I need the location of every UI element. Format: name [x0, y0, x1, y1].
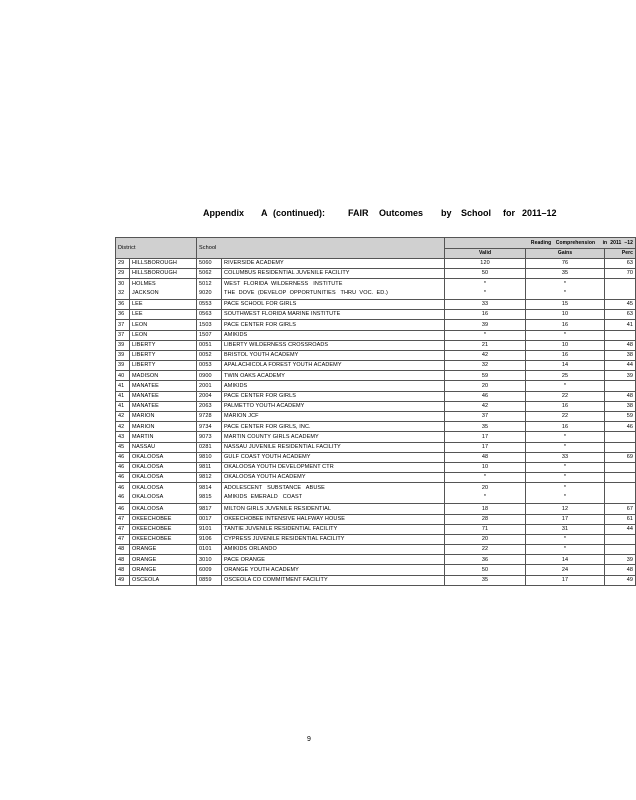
percent-cell: 39 — [605, 371, 636, 381]
school-number-cell: 0051 — [197, 340, 222, 350]
gains-cell: 10 — [526, 340, 605, 350]
district-name-cell: ORANGE — [130, 565, 197, 575]
district-number-cell: 40 — [116, 371, 130, 381]
table-row — [116, 565, 636, 575]
valid-cell: 48 — [445, 452, 526, 462]
school-name-cell: MARTIN COUNTY GIRLS ACADEMY — [222, 432, 445, 442]
district-name-cell: OKEECHOBEE — [130, 524, 197, 534]
district-name-cell: LEON — [130, 330, 197, 340]
gains-cell: 15 — [526, 299, 605, 309]
district-name-cell: MANATEE — [130, 391, 197, 401]
district-number-cell: 46 — [116, 462, 130, 472]
gains-cell: 35 — [526, 268, 605, 278]
table-row — [116, 340, 636, 350]
school-number-cell: 0563 — [197, 310, 222, 320]
school-number-cell: 9073 — [197, 432, 222, 442]
district-name-cell: MARION — [130, 412, 197, 422]
percent-cell: 44 — [605, 361, 636, 371]
valid-cell: 28 — [445, 514, 526, 524]
school-name-cell: MARION JCF — [222, 412, 445, 422]
valid-cell: 22 — [445, 545, 526, 555]
school-name-cell: OKALOOSA YOUTH ACADEMY — [222, 473, 445, 483]
table-row — [116, 258, 636, 268]
valid-cell: 42 — [445, 401, 526, 411]
district-number-cell: 30 32 — [116, 278, 130, 299]
district-name-cell: LEE — [130, 299, 197, 309]
school-number-cell: 9728 — [197, 412, 222, 422]
school-number-cell: 0900 — [197, 371, 222, 381]
district-number-cell: 36 — [116, 310, 130, 320]
title-word: 2011–12 — [522, 208, 557, 218]
school-name-cell: CYPRESS JUVENILE RESIDENTIAL FACILITY — [222, 534, 445, 544]
valid-cell: 20 — [445, 534, 526, 544]
table-row — [116, 268, 636, 278]
district-header: District — [116, 238, 197, 259]
district-number-cell: 42 — [116, 412, 130, 422]
title-word: Appendix — [203, 208, 245, 218]
school-header: School — [197, 238, 445, 259]
percent-cell: 61 — [605, 514, 636, 524]
title-word: Outcomes — [379, 208, 424, 218]
district-number-cell: 29 — [116, 258, 130, 268]
percent-cell — [605, 462, 636, 472]
gains-cell: 25 — [526, 371, 605, 381]
district-number-cell: 46 — [116, 452, 130, 462]
valid-cell: 71 — [445, 524, 526, 534]
gains-cell: * — [526, 330, 605, 340]
percent-cell: 49 — [605, 575, 636, 585]
table-row — [116, 371, 636, 381]
school-name-cell: TANTIE JUVENILE RESIDENTIAL FACILITY — [222, 524, 445, 534]
percent-cell — [605, 483, 636, 504]
gains-cell: 16 — [526, 401, 605, 411]
district-name-cell: MANATEE — [130, 381, 197, 391]
school-name-cell: LIBERTY WILDERNESS CROSSROADS — [222, 340, 445, 350]
district-number-cell: 47 — [116, 514, 130, 524]
school-name-cell: PACE ORANGE — [222, 555, 445, 565]
school-name-cell: BRISTOL YOUTH ACADEMY — [222, 350, 445, 360]
percent-cell: 63 — [605, 310, 636, 320]
valid-cell: 59 — [445, 371, 526, 381]
district-name-cell: LEON — [130, 320, 197, 330]
district-number-cell: 37 — [116, 330, 130, 340]
school-name-cell: RIVERSIDE ACADEMY — [222, 258, 445, 268]
district-number-cell: 39 — [116, 340, 130, 350]
percent-cell: 48 — [605, 340, 636, 350]
school-number-cell: 9811 — [197, 462, 222, 472]
school-name-cell: PACE CENTER FOR GIRLS, INC. — [222, 422, 445, 432]
school-name-cell: AMIKIDS ORLANDO — [222, 545, 445, 555]
header-row — [116, 238, 636, 249]
table-row — [116, 555, 636, 565]
gains-cell: * — [526, 432, 605, 442]
valid-cell: 16 — [445, 310, 526, 320]
percent-cell: 44 — [605, 524, 636, 534]
school-number-cell: 5060 — [197, 258, 222, 268]
gains-cell: 16 — [526, 350, 605, 360]
district-name-cell: LIBERTY — [130, 361, 197, 371]
table-row — [116, 350, 636, 360]
gains-cell: 17 — [526, 514, 605, 524]
percent-cell: 38 — [605, 350, 636, 360]
district-number-cell: 43 — [116, 432, 130, 442]
gains-cell: 24 — [526, 565, 605, 575]
valid-cell: 42 — [445, 350, 526, 360]
school-number-cell: 6009 — [197, 565, 222, 575]
table-row — [116, 524, 636, 534]
valid-cell: 17 — [445, 442, 526, 452]
table-row — [116, 391, 636, 401]
school-number-cell: 9810 — [197, 452, 222, 462]
district-name-cell: OKALOOSA — [130, 504, 197, 514]
valid-cell: 18 — [445, 504, 526, 514]
school-name-cell: PALMETTO YOUTH ACADEMY — [222, 401, 445, 411]
table-row — [116, 545, 636, 555]
table-body — [116, 258, 636, 585]
percent-cell: 63 — [605, 258, 636, 268]
school-name-cell: AMIKIDS — [222, 330, 445, 340]
valid-cell: 20 * — [445, 483, 526, 504]
gains-cell: 22 — [526, 412, 605, 422]
district-number-cell: 46 46 — [116, 483, 130, 504]
valid-cell: * * — [445, 278, 526, 299]
valid-cell: 36 — [445, 555, 526, 565]
school-number-cell: 2063 — [197, 401, 222, 411]
gains-header: Gains — [526, 249, 605, 259]
school-number-cell: 5012 9020 — [197, 278, 222, 299]
gains-cell: * * — [526, 278, 605, 299]
gains-cell: 76 — [526, 258, 605, 268]
school-number-cell: 2001 — [197, 381, 222, 391]
valid-cell: 37 — [445, 412, 526, 422]
district-number-cell: 48 — [116, 545, 130, 555]
school-name-cell: WEST FLORIDA WILDERNESS INSTITUTE THE DOVE (DEVELOP OPPORTUNITIES THRU VOC. ED.) — [222, 278, 445, 299]
table-row — [116, 320, 636, 330]
percent-cell — [605, 473, 636, 483]
school-number-cell: 0053 — [197, 361, 222, 371]
district-number-cell: 49 — [116, 575, 130, 585]
school-number-cell: 5062 — [197, 268, 222, 278]
title-word: A — [261, 208, 268, 218]
district-number-cell: 41 — [116, 381, 130, 391]
district-name-cell: LIBERTY — [130, 340, 197, 350]
school-name-cell: GULF COAST YOUTH ACADEMY — [222, 452, 445, 462]
outcomes-table-container — [115, 237, 634, 661]
district-number-cell: 36 — [116, 299, 130, 309]
percent-cell: 69 — [605, 452, 636, 462]
valid-cell: 21 — [445, 340, 526, 350]
gains-cell: 14 — [526, 361, 605, 371]
gains-cell: 22 — [526, 391, 605, 401]
percent-cell — [605, 278, 636, 299]
table-row — [116, 473, 636, 483]
table-row — [116, 432, 636, 442]
table-row — [116, 310, 636, 320]
district-name-cell: OKALOOSA — [130, 473, 197, 483]
school-number-cell: 9817 — [197, 504, 222, 514]
school-name-cell: TWIN OAKS ACADEMY — [222, 371, 445, 381]
gains-cell: 16 — [526, 320, 605, 330]
gains-cell: 14 — [526, 555, 605, 565]
percent-cell — [605, 432, 636, 442]
outcomes-table — [115, 237, 636, 586]
district-number-cell: 47 — [116, 524, 130, 534]
district-name-cell: HOLMES JACKSON — [130, 278, 197, 299]
district-name-cell: LEE — [130, 310, 197, 320]
percent-header: Perc — [605, 249, 636, 259]
district-name-cell: LIBERTY — [130, 350, 197, 360]
district-number-cell: 29 — [116, 268, 130, 278]
school-number-cell: 9106 — [197, 534, 222, 544]
school-name-cell: PACE CENTER FOR GIRLS — [222, 320, 445, 330]
valid-cell: 35 — [445, 575, 526, 585]
table-row — [116, 401, 636, 411]
percent-cell: 67 — [605, 504, 636, 514]
school-number-cell: 0101 — [197, 545, 222, 555]
gains-cell: 33 — [526, 452, 605, 462]
district-name-cell: OKALOOSA — [130, 462, 197, 472]
school-number-cell: 1507 — [197, 330, 222, 340]
school-name-cell: MILTON GIRLS JUVENILE RESIDENTIAL — [222, 504, 445, 514]
valid-cell: 39 — [445, 320, 526, 330]
title-word: (continued): — [273, 208, 325, 218]
valid-cell: 10 — [445, 462, 526, 472]
district-number-cell: 42 — [116, 422, 130, 432]
table-row — [116, 452, 636, 462]
school-name-cell: NASSAU JUVENILE RESIDENTIAL FACILITY — [222, 442, 445, 452]
district-name-cell: NASSAU — [130, 442, 197, 452]
table-row — [116, 330, 636, 340]
school-name-cell: PACE CENTER FOR GIRLS — [222, 391, 445, 401]
district-number-cell: 37 — [116, 320, 130, 330]
district-name-cell: OSCEOLA — [130, 575, 197, 585]
school-number-cell: 0859 — [197, 575, 222, 585]
school-name-cell: OKALOOSA YOUTH DEVELOPMENT CTR — [222, 462, 445, 472]
gains-cell: 10 — [526, 310, 605, 320]
valid-cell: 35 — [445, 422, 526, 432]
valid-header: Valid — [445, 249, 526, 259]
title-word: FAIR — [348, 208, 369, 218]
valid-cell: 20 — [445, 381, 526, 391]
gains-cell: 16 — [526, 422, 605, 432]
school-number-cell: 0553 — [197, 299, 222, 309]
percent-cell: 48 — [605, 565, 636, 575]
percent-cell — [605, 330, 636, 340]
table-row — [116, 575, 636, 585]
district-name-cell: ORANGE — [130, 545, 197, 555]
district-name-cell: OKEECHOBEE — [130, 534, 197, 544]
percent-cell — [605, 534, 636, 544]
table-row — [116, 299, 636, 309]
school-name-cell: ORANGE YOUTH ACADEMY — [222, 565, 445, 575]
table-row — [116, 412, 636, 422]
percent-cell: 38 — [605, 401, 636, 411]
table-row — [116, 534, 636, 544]
table-row — [116, 483, 636, 504]
valid-cell: 33 — [445, 299, 526, 309]
school-name-cell: OKEECHOBEE INTENSIVE HALFWAY HOUSE — [222, 514, 445, 524]
table-row — [116, 361, 636, 371]
school-number-cell: 3010 — [197, 555, 222, 565]
district-name-cell: OKALOOSA — [130, 452, 197, 462]
table-row — [116, 422, 636, 432]
school-number-cell: 9814 9815 — [197, 483, 222, 504]
district-number-cell: 41 — [116, 391, 130, 401]
district-name-cell: OKEECHOBEE — [130, 514, 197, 524]
district-number-cell: 39 — [116, 350, 130, 360]
table-row — [116, 278, 636, 299]
school-name-cell: ADOLESCENT SUBSTANCE ABUSE AMIKIDS EMERALD COAST — [222, 483, 445, 504]
gains-cell: * — [526, 442, 605, 452]
school-number-cell: 9101 — [197, 524, 222, 534]
district-number-cell: 46 — [116, 504, 130, 514]
gains-cell: * * — [526, 483, 605, 504]
gains-cell: 17 — [526, 575, 605, 585]
table-row — [116, 381, 636, 391]
district-name-cell: MARTIN — [130, 432, 197, 442]
district-number-cell: 39 — [116, 361, 130, 371]
district-name-cell: MANATEE — [130, 401, 197, 411]
school-name-cell: AMIKIDS — [222, 381, 445, 391]
school-number-cell: 2004 — [197, 391, 222, 401]
table-row — [116, 504, 636, 514]
table-row — [116, 462, 636, 472]
school-name-cell: APALACHICOLA FOREST YOUTH ACADEMY — [222, 361, 445, 371]
school-number-cell: 0281 — [197, 442, 222, 452]
school-number-cell: 1503 — [197, 320, 222, 330]
district-name-cell: OKALOOSA OKALOOSA — [130, 483, 197, 504]
school-number-cell: 9734 — [197, 422, 222, 432]
school-number-cell: 0052 — [197, 350, 222, 360]
reading-comprehension-header: Reading Comprehension in 2011 –12 — [445, 238, 636, 249]
percent-cell: 48 — [605, 391, 636, 401]
title-word: by — [441, 208, 452, 218]
district-number-cell: 45 — [116, 442, 130, 452]
valid-cell: * — [445, 473, 526, 483]
valid-cell: 17 — [445, 432, 526, 442]
district-number-cell: 48 — [116, 565, 130, 575]
percent-cell: 45 — [605, 299, 636, 309]
percent-cell — [605, 381, 636, 391]
percent-cell — [605, 545, 636, 555]
gains-cell: 12 — [526, 504, 605, 514]
table-row — [116, 442, 636, 452]
title-word: for — [503, 208, 515, 218]
district-number-cell: 47 — [116, 534, 130, 544]
school-number-cell: 0017 — [197, 514, 222, 524]
district-number-cell: 46 — [116, 473, 130, 483]
valid-cell: 50 — [445, 565, 526, 575]
valid-cell: 50 — [445, 268, 526, 278]
district-name-cell: MADISON — [130, 371, 197, 381]
gains-cell: 31 — [526, 524, 605, 534]
percent-cell: 70 — [605, 268, 636, 278]
district-name-cell: HILLSBOROUGH — [130, 268, 197, 278]
district-name-cell: ORANGE — [130, 555, 197, 565]
school-name-cell: COLUMBUS RESIDENTIAL JUVENILE FACILITY — [222, 268, 445, 278]
gains-cell: * — [526, 381, 605, 391]
school-name-cell: PACE SCHOOL FOR GIRLS — [222, 299, 445, 309]
table-row — [116, 514, 636, 524]
valid-cell: 32 — [445, 361, 526, 371]
percent-cell — [605, 442, 636, 452]
percent-cell: 41 — [605, 320, 636, 330]
page-number: 9 — [307, 736, 311, 743]
school-number-cell: 9812 — [197, 473, 222, 483]
title-word: School — [461, 208, 492, 218]
gains-cell: * — [526, 545, 605, 555]
district-number-cell: 41 — [116, 401, 130, 411]
percent-cell: 59 — [605, 412, 636, 422]
page-title — [0, 208, 618, 222]
school-name-cell: OSCEOLA CO COMMITMENT FACILITY — [222, 575, 445, 585]
school-name-cell: SOUTHWEST FLORIDA MARINE INSTITUTE — [222, 310, 445, 320]
gains-cell: * — [526, 462, 605, 472]
gains-cell: * — [526, 473, 605, 483]
district-number-cell: 48 — [116, 555, 130, 565]
district-name-cell: MARION — [130, 422, 197, 432]
valid-cell: * — [445, 330, 526, 340]
percent-cell: 46 — [605, 422, 636, 432]
percent-cell: 39 — [605, 555, 636, 565]
valid-cell: 46 — [445, 391, 526, 401]
district-name-cell: HILLSBOROUGH — [130, 258, 197, 268]
gains-cell: * — [526, 534, 605, 544]
valid-cell: 120 — [445, 258, 526, 268]
